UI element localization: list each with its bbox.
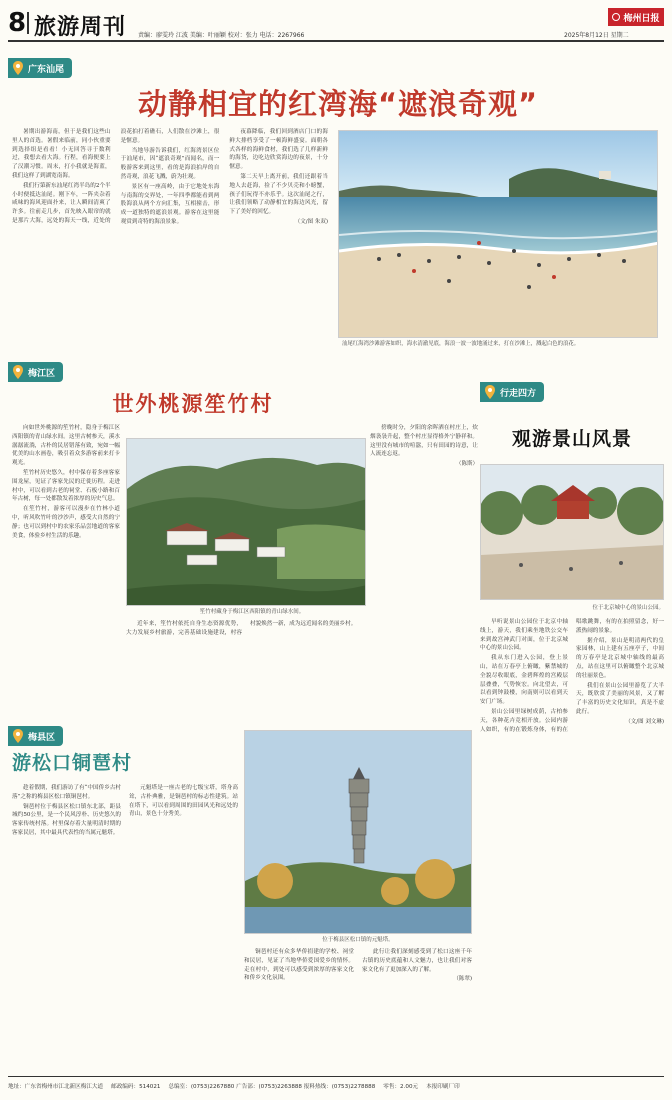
article-4-caption: 位于梅县区松口镇的元魁塔。 [322, 937, 394, 943]
article-4-paragraph: 趁着假期，我们游访了有“中国侨乡古村落”之称的梅县区松口镇铜琶村。 [12, 785, 121, 800]
article-4-body-right [244, 948, 472, 1068]
article-3-paragraph: 我们在景山公园里游览了大半天，既欣赏了美丽的风景，又了解了丰富的历史文化知识，真是不虚此行。 [576, 682, 664, 715]
location-pin-icon [12, 365, 24, 379]
article-1-tag-label: 广东汕尾 [28, 64, 65, 75]
article-3-body [480, 618, 664, 1064]
header-date: 2025年8月12日 星期二 [564, 32, 629, 39]
pagoda-photo-illustration [245, 731, 472, 934]
page-header [8, 6, 664, 42]
article-2-paragraph: 向如世外桃源的笙竹村，隐身于梅江区西阳镇的青山绿水间。这里古树参天，溪水潺潺流淌，古朴的民居错落有致，宛如一幅优美的山水画卷，吸引着众多游客前来打卡观光。 [12, 425, 120, 467]
section-title: 旅游周刊 [34, 15, 127, 40]
article-1-paragraph: 当地导游告诉我们，红海湾景区位于汕尾市，因“遮浪奇观”而闻名，而一般游客来到这里，看的是海浪拍岸的自然奇观，浪花飞溅，蔚为壮观。 [120, 147, 220, 180]
article-2-paragraph: 笙竹村历史悠久，村中保存着多座客家围龙屋，见证了客家先民的迁徙历程。走进村中，可以看到古老的祠堂、石板小路和百年古树，每一处都散发着浓厚的历史气息。 [12, 469, 120, 503]
article-4-paragraph: 铜琶村还有众多华侨捐建的学校、祠堂和民居，见证了当地华侨爱国爱乡的情怀。走在村中，到处可以感受到浓厚的客家文化和侨乡文化氛围。 [244, 949, 354, 982]
article-3-photo [480, 464, 664, 600]
article-3-paragraph: 景山公园里绿树成荫，古柏参天，各种花卉竞相开放。公园内游人如织，有的在锻炼身体，有的在唱歌跳舞，有的在拍照留念，好一派热闹的景象。 [480, 619, 664, 733]
article-2-body-mid [126, 620, 366, 716]
location-pin-icon [12, 729, 24, 743]
page-number: 8 [8, 8, 27, 38]
footer-printer: 本报印刷厂印 [426, 1083, 460, 1090]
location-pin-icon [12, 61, 24, 75]
article-3-tag-label: 行走四方 [500, 388, 537, 399]
footer-phones: 总编室：(0753)2267880 广告部：(0753)2263888 报料热线：(0753)2278888 [168, 1083, 376, 1090]
header-credits: 责编：廖雯玲 江波 美编：叶丽颖 校对：张力 电话：2267966 [138, 32, 305, 39]
article-4-photo [244, 730, 472, 934]
article-1-tag [8, 58, 72, 78]
article-2-paragraph: 近年来，笙竹村依托自身生态资源优势，大力发展乡村旅游，完善基础设施建设，村容村貌焕然一新，成为远近闻名的美丽乡村。 [126, 621, 357, 636]
article-1-photo [338, 130, 658, 338]
article-1-title: 动静相宜的红湾海“遮浪奇观” [137, 87, 539, 121]
beach-photo-illustration [339, 131, 658, 338]
brand-icon [612, 13, 620, 21]
article-2-caption: 笙竹村藏身于梅江区西阳镇的青山绿水间。 [199, 609, 305, 615]
article-3-paragraph: 据介绍，景山是明清两代的皇家园林，山上建有五座亭子，中间的万春亭是北京城中轴线的最高点，站在这里可以俯瞰整个北京城的壮丽景色。 [576, 637, 664, 679]
article-4-paragraph: 铜琶村位于梅县区松口镇东北部，距县城约50公里，是一个民风淳朴、历史悠久的客家传统村落。村里保存着大量明清时期的客家民居，其中最具代表性的当属元魁塔。 [12, 803, 121, 836]
header-divider [27, 12, 29, 34]
article-4-paragraph: 此行让我们深刻感受到了松口这座千年古镇的历史底蕴和人文魅力，也让我们对客家文化有了更加深入的了解。 [362, 949, 472, 973]
footer-price: 零售：2.00元 [383, 1083, 419, 1090]
article-1-paragraph: 第二天早上离开前，我们还跟着当地人去赶海，捡了不少贝壳和小螃蟹，孩子们玩得不亦乐乎。这次汕尾之行，让我们领略了动静相宜的海边风光，留下了美好的回忆。 [229, 173, 328, 216]
article-2-paragraph: 在笙竹村，游客可以漫步在竹林小道中，听风吹竹叶的沙沙声，感受大自然的宁静；也可以到村中的农家乐品尝地道的客家美食，体验乡村生活的乐趣。 [12, 506, 120, 539]
article-2-author: （陈斯） [455, 461, 478, 468]
article-4-tag [8, 726, 63, 746]
article-4-author: （陈翠) [453, 976, 472, 983]
footer-postal: 邮政编码：514021 [111, 1083, 161, 1090]
page-footer [8, 1076, 664, 1094]
article-4 [8, 726, 474, 1070]
brand-logo [608, 8, 664, 26]
article-3 [480, 382, 664, 1070]
article-4-body-left [12, 784, 238, 1068]
article-1-paragraph: 我们行第新东汕尾红湾半岛的2个半小时便抵达汕尾。刚下车，一阵夹杂着咸味的海风迎面扑来，让人瞬间清爽了许多。往前走几步，首先映入眼帘的就是那片大海，远处的海天一线，近处的浪花拍打着礁石，人们散在沙滩上，很是惬意。 [12, 129, 220, 224]
article-2-tag [8, 362, 63, 382]
article-1-paragraph: 夜幕降临，我们回到酒店门口的海鲜大排档享受了一顿海鲜盛宴。面朝各式各样的海鲜食材，我们选了几样新鲜的海货，边吃边欣赏海边的夜景，十分惬意。 [229, 129, 328, 171]
brand-name: 梅州日报 [623, 13, 660, 24]
article-1-paragraph: 景区有一座高岭，由于它地处东海与南海的交界处，一年四季都能看到两股海浪从两个方向汇集，互相撞击，形成一道独特的遮浪景观。游客在这里能观赏到奇特的海浪景象。 [120, 183, 220, 225]
article-1-author: （文/图 朱双) [294, 218, 328, 225]
article-2-title: 世外桃源笙竹村 [112, 392, 274, 416]
article-1-paragraph: 暑期出游海南，但于是我们这些山里人的首选。暑假来临前，同小伙重要到选择组是看看！小无回答寻于数利过，我想去看大海。行程，看海便要上了汉潮习惯。周末，打小我就是海蓝，我们这样了到湖宽南海。 [12, 129, 111, 179]
article-1 [8, 48, 664, 358]
article-3-tag [480, 382, 544, 402]
article-2-tag-label: 梅江区 [28, 368, 56, 379]
village-photo-illustration [127, 439, 366, 606]
park-photo-illustration [481, 465, 664, 600]
article-2-body-right [370, 424, 478, 714]
article-1-caption: 汕尾红海湾沙滩游客如织，海水清澈见底，海浪一波一波地涌过来，打在沙滩上，溅起白色的浪花。 [342, 341, 580, 347]
footer-address: 地址：广东省梅州市江北新区梅江大道 [8, 1083, 104, 1090]
article-4-paragraph: 元魁塔是一座古老的七级宝塔，塔身高耸，古朴典雅，是铜琶村的标志性建筑。站在塔下，可以看到周围的田园风光和远处的青山，景色十分秀美。 [129, 785, 238, 818]
article-3-paragraph: 我从东门进入公园，登上景山，站在万春亭上俯瞰，紫禁城的全貌尽收眼底，金碧辉煌的宫殿层层叠叠，气势恢宏。向北望去，可以看到钟鼓楼，向南则可以看到天安门广场。 [480, 655, 568, 706]
article-2-body-left [12, 424, 120, 714]
article-3-title: 观游景山风景 [511, 428, 632, 450]
article-4-tag-label: 梅县区 [28, 732, 56, 743]
article-2-photo [126, 438, 366, 606]
article-1-body [12, 128, 328, 350]
location-pin-icon [484, 385, 496, 399]
article-3-caption: 位于北京城中心的景山公园。 [592, 605, 664, 611]
article-2-paragraph: 傍晚时分，夕阳的余晖洒在村庄上，炊烟袅袅升起，整个村庄显得格外宁静祥和。这里没有城市的喧嚣，只有田园的诗意，让人流连忘返。 [370, 425, 478, 458]
article-4-title: 游松口铜琶村 [12, 752, 133, 774]
article-3-paragraph: 早听说景山公园位于北京中轴线上，游天，我们乘坐地铁公交车来到故宫神武门对面，位于北京城中心的景山公园。 [480, 619, 568, 652]
article-3-author: （文/图 刘文琳) [625, 718, 664, 725]
